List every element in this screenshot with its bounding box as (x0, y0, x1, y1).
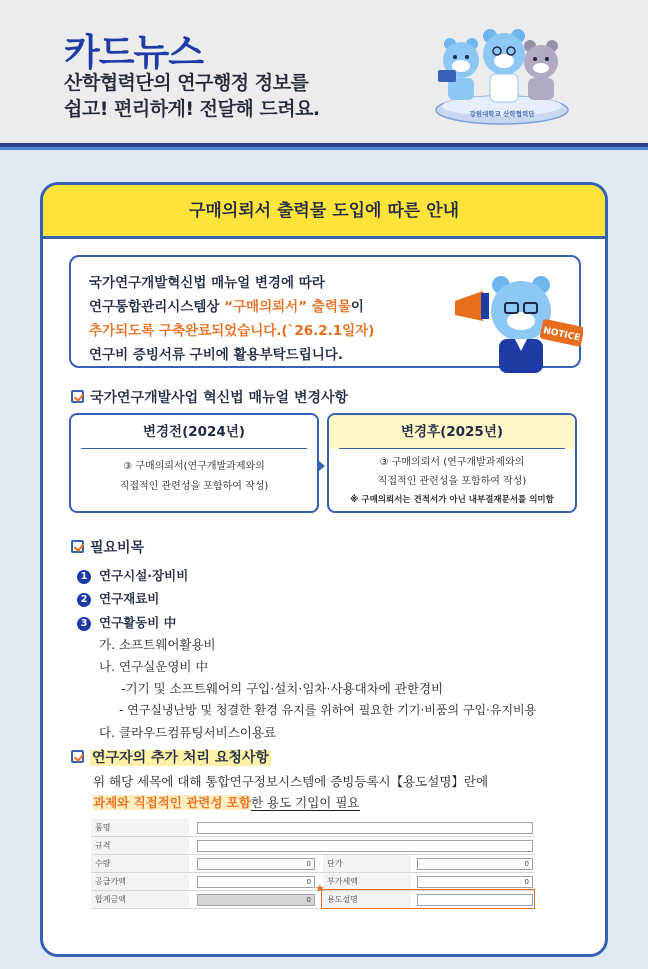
form-input-unit-price[interactable]: 0 (417, 858, 533, 870)
sub-item-b: 나. 연구실운영비 中 (99, 659, 208, 674)
section-items-title (71, 537, 144, 557)
item-3 (77, 613, 176, 631)
number-badge: 2 (77, 593, 91, 607)
notice-line4: 연구비 증빙서류 구비에 활용부탁드립니다. (89, 347, 343, 363)
subtitle-line2: 쉽고! 편리하게! 전달해 드려요. (64, 98, 320, 120)
form-label-qty: 수량 (91, 855, 189, 872)
header-divider-accent (0, 147, 648, 150)
request-line2-rest: 한 용도 기입이 필요 (250, 795, 360, 810)
checkbox-icon (71, 750, 84, 763)
item-3-label: 연구활동비 中 (99, 615, 177, 630)
form-label-unit-price: 단가 (323, 855, 411, 872)
sub-item-b2: - 연구실냉난방 및 청결한 환경 유지를 위하여 필요한 기기·비품의 구입·유지비용 (119, 703, 537, 717)
form-label-spec: 규격 (91, 837, 189, 854)
sub-item-c: 다. 클라우드컴퓨팅서비스이용료 (99, 725, 276, 740)
compare-after-line1: ③ 구매의뢰서 (연구개발과제와의 (379, 457, 525, 468)
section-changes-title (71, 387, 348, 407)
form-row-name (91, 819, 535, 837)
form-row-spec (91, 837, 535, 855)
notice-bear-illustration (453, 271, 583, 376)
form-input-spec[interactable] (197, 840, 533, 852)
request-line1: 위 해당 세목에 대해 통합연구정보시스템에 증빙등록시【용도설명】란에 (93, 774, 489, 789)
compare-after-line2: 직접적인 관련성을 포함하여 작성) (377, 476, 527, 487)
section-changes-title-text: 국가연구개발사업 혁신법 매뉴얼 변경사항 (90, 390, 349, 406)
notice-sign-text: NOTICE (542, 325, 581, 344)
item-1 (77, 566, 188, 584)
checkbox-icon (71, 540, 84, 553)
purpose-highlight-box (321, 889, 535, 909)
item-1-label: 연구시설·장비비 (99, 568, 189, 583)
notice-line2 (89, 295, 364, 315)
star-icon: ★ (315, 882, 325, 895)
form-label-name: 품명 (91, 819, 189, 836)
form-input-name[interactable] (197, 822, 533, 834)
notice-line3: 추가되도록 구축완료되었습니다.(`26.2.1일자) (89, 323, 375, 339)
subtitle-line1: 산학협력단의 연구행정 정보를 (64, 72, 309, 94)
compare-before-box (69, 413, 319, 513)
compare-after-note: ※ 구매의뢰서는 견적서가 아닌 내부결재문서를 의미함 (350, 495, 554, 505)
section-items-title-text: 필요비목 (90, 540, 145, 556)
notice-line1: 국가연구개발혁신법 매뉴얼 변경에 따라 (89, 275, 325, 291)
form-label-vat: 부가세액 (323, 873, 411, 890)
section-request-title-text: 연구자의 추가 처리 요청사항 (92, 750, 269, 766)
item-2-label: 연구재료비 (99, 591, 160, 606)
form-label-purpose: 용도설명 (323, 891, 411, 908)
banner-title: 구매의뢰서 출력물 도입에 따른 안내 (43, 185, 605, 239)
number-badge: 3 (77, 617, 91, 631)
arrow-right-icon (319, 461, 325, 471)
notice-line2-c: 이 (350, 299, 364, 315)
request-highlight: 과제와 직접적인 관련성 포함 (93, 795, 251, 810)
checkbox-icon (71, 390, 84, 403)
mascot-group-illustration (420, 22, 580, 132)
form-row-qty (91, 855, 535, 873)
page-subtitle (64, 70, 320, 122)
sub-item-a: 가. 소프트웨어활용비 (99, 637, 216, 652)
page-title: 카드뉴스 (64, 31, 203, 74)
compare-after-box (327, 413, 577, 513)
content-card (40, 182, 608, 957)
form-input-qty[interactable]: 0 (197, 858, 315, 870)
compare-before-line1: ③ 구매의뢰서(연구개발과제와의 (123, 461, 265, 472)
sub-item-b1: -기기 및 소프트웨어의 구입·설치·임차·사용대차에 관한경비 (121, 681, 444, 696)
compare-after-head-wrap (329, 415, 575, 449)
compare-after-body (329, 449, 575, 510)
form-input-total: 0 (197, 894, 315, 906)
compare-before-line2: 직접적인 관련성을 포함하여 작성) (119, 481, 269, 492)
notice-line2-a: 연구통합관리시스템상 (89, 299, 225, 315)
form-input-vat[interactable]: 0 (417, 876, 533, 888)
item-2 (77, 589, 159, 607)
form-label-supply: 공급가액 (91, 873, 189, 890)
section-request-title (71, 747, 271, 767)
compare-before-head: 변경전(2024년) (81, 415, 307, 449)
header (0, 0, 648, 143)
form-input-supply[interactable]: 0 (197, 876, 315, 888)
notice-line2-highlight: “구매의뢰서” 출력물 (224, 299, 351, 315)
number-badge: 1 (77, 570, 91, 584)
request-line2 (93, 793, 360, 811)
badge-text: 강원대학교 산학협력단 (469, 110, 535, 118)
compare-after-head: 변경후(2025년) (339, 415, 565, 449)
form-label-total: 합계금액 (91, 891, 189, 908)
compare-before-body (71, 449, 317, 497)
